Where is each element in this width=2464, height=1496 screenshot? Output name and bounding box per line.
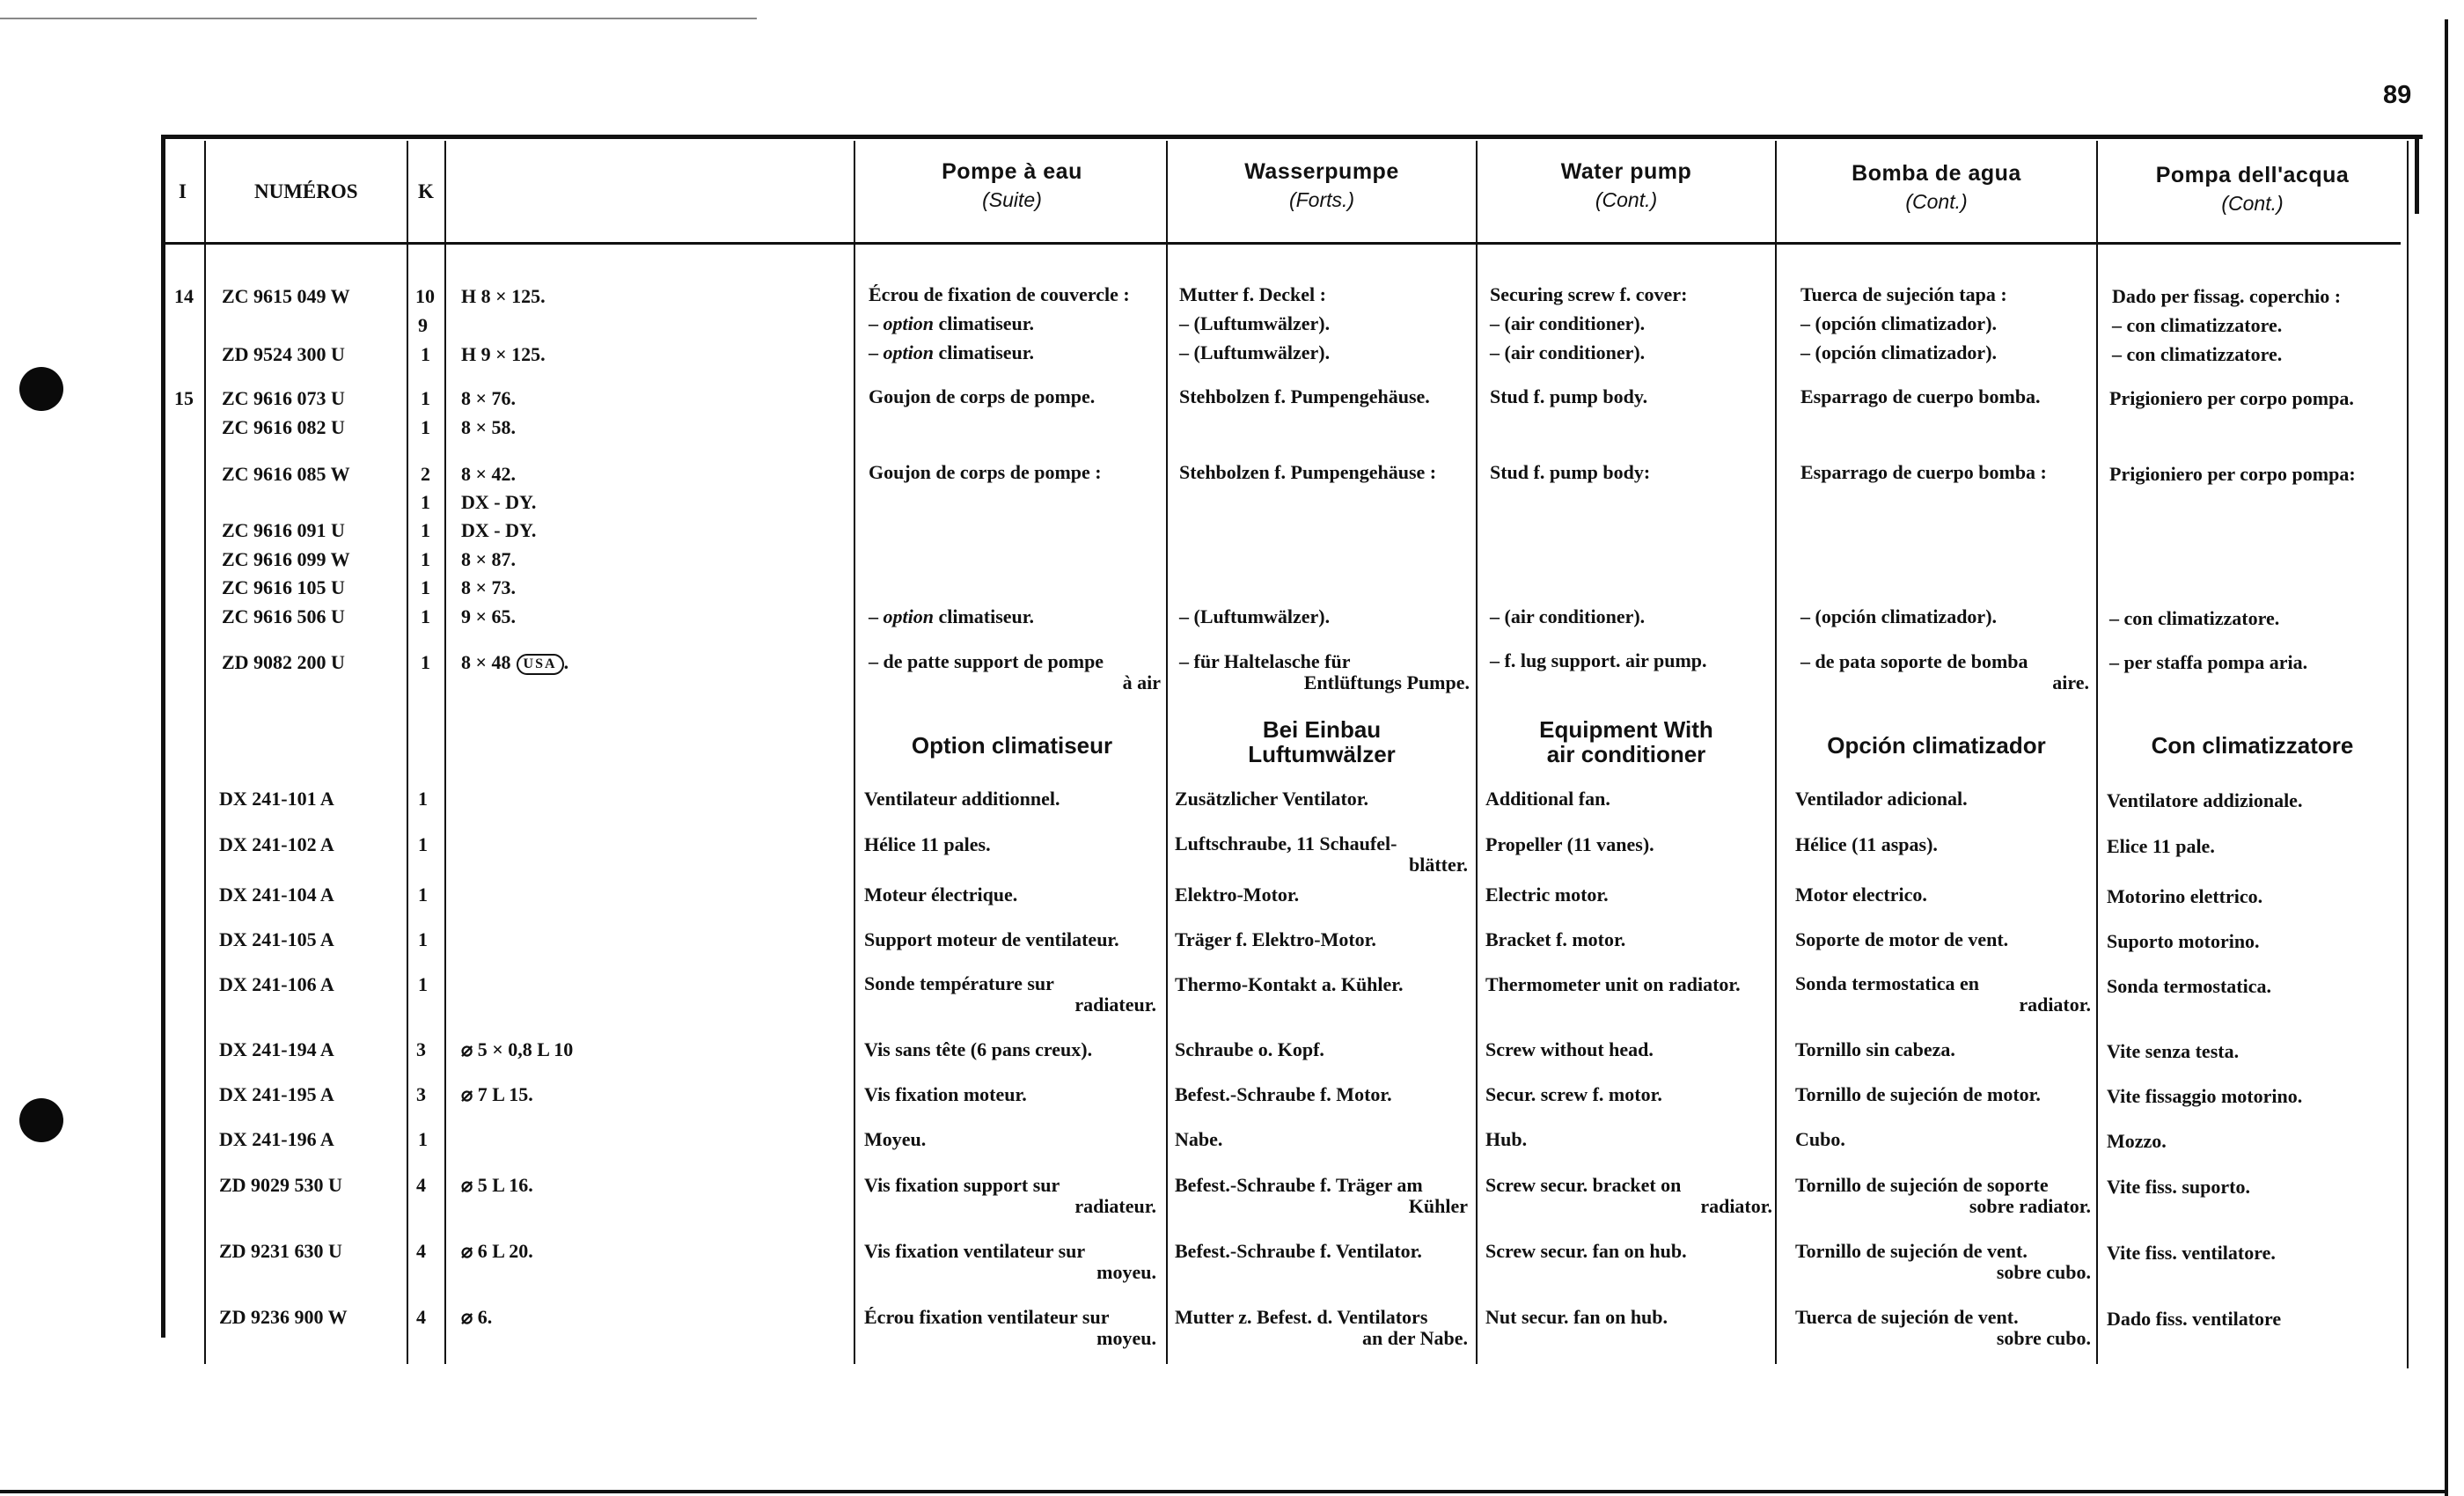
de-desc: Mutter z. Befest. d. Ventilators an der Nabe. <box>1175 1306 1468 1349</box>
fr-option: – option climatiseur. <box>869 312 1035 334</box>
fr-desc: Goujon de corps de pompe. <box>869 385 1096 407</box>
quantity: 3 <box>416 1038 426 1060</box>
col-divider-i <box>204 141 206 1364</box>
de-desc: – für Haltelasche für Entlüftungs Pumpe. <box>1179 650 1470 693</box>
it-desc: Sonda termostatica. <box>2107 975 2271 997</box>
en-desc: Thermometer unit on radiator. <box>1485 973 1741 995</box>
column-header-numeros: NUMÉROS <box>254 180 358 202</box>
es-desc: Esparrago de cuerpo bomba. <box>1800 385 2041 407</box>
de-desc: Mutter f. Deckel : <box>1179 283 1326 305</box>
it-desc: Prigioniero per corpo pompa: <box>2109 463 2356 485</box>
header-english <box>1478 159 1775 212</box>
col-divider-dims <box>854 141 855 1364</box>
part-number: ZD 9236 900 W <box>219 1306 348 1328</box>
en-option: – (air conditioner). <box>1490 312 1646 334</box>
dimension: ⌀ 6. <box>461 1306 493 1328</box>
en-desc: Additional fan. <box>1485 788 1610 810</box>
quantity: 1 <box>421 519 430 541</box>
es-desc: Soporte de motor de vent. <box>1795 928 2009 950</box>
de-option: – (Luftumwälzer). <box>1179 605 1331 627</box>
quantity: 9 <box>418 314 428 336</box>
part-number: DX 241-105 A <box>219 928 334 950</box>
quantity: 10 <box>415 285 435 307</box>
de-desc: Befest.-Schraube f. Ventilator. <box>1175 1240 1422 1262</box>
es-section-title: Opción climatizador <box>1827 732 2046 759</box>
quantity: 1 <box>421 343 430 365</box>
it-option: – con climatizzatore. <box>2112 343 2283 365</box>
dimension-usa: 8 × 48 USA . <box>461 651 569 673</box>
part-number: DX 241-104 A <box>219 884 334 906</box>
part-number: ZC 9616 099 W <box>222 548 350 570</box>
it-desc: – per staffa pompa aria. <box>2109 651 2308 673</box>
es-desc: Tuerca de sujeción tapa : <box>1800 283 2007 305</box>
es-desc: Cubo. <box>1795 1128 1845 1150</box>
part-number: ZC 9616 091 U <box>222 519 345 541</box>
es-desc: Tornillo de sujeción de motor. <box>1795 1083 2041 1105</box>
header-german-title: Wasserpumpe <box>1244 159 1399 184</box>
header-separator <box>161 242 2401 245</box>
bottom-page-edge <box>0 1490 2446 1493</box>
en-desc: Screw secur. fan on hub. <box>1485 1240 1687 1262</box>
header-spanish <box>1777 161 2096 214</box>
fr-option: – option climatiseur. <box>869 341 1035 363</box>
header-french <box>858 159 1166 212</box>
part-number: DX 241-195 A <box>219 1083 334 1105</box>
de-desc: Luftschraube, 11 Schaufel- blätter. <box>1175 832 1468 876</box>
de-desc: Stehbolzen f. Pumpengehäuse. <box>1179 385 1430 407</box>
part-number: DX 241-194 A <box>219 1038 334 1060</box>
table-right-border <box>2415 135 2419 214</box>
quantity: 1 <box>421 548 430 570</box>
col-divider-numeros <box>407 141 408 1364</box>
en-section-title: Equipment With air conditioner <box>1539 716 1713 767</box>
quantity: 1 <box>421 387 430 409</box>
part-number: ZD 9029 530 U <box>219 1174 342 1196</box>
it-desc: Vite fissaggio motorino. <box>2107 1085 2303 1107</box>
es-desc: Tornillo sin cabeza. <box>1795 1038 1955 1060</box>
it-desc: Ventilatore addizionale. <box>2107 789 2303 811</box>
en-desc: Stud f. pump body: <box>1490 461 1651 483</box>
part-number: ZC 9616 506 U <box>222 605 345 627</box>
dimension: ⌀ 6 L 20. <box>461 1240 533 1262</box>
de-desc: Elektro-Motor. <box>1175 884 1300 906</box>
dimension: 8 × 42. <box>461 463 517 485</box>
page-number: 89 <box>2383 81 2412 109</box>
fr-desc: Écrou de fixation de couvercle : <box>869 283 1130 305</box>
it-desc: Suporto motorino. <box>2107 930 2260 952</box>
es-desc: Sonda termostatica en radiator. <box>1795 972 2091 1016</box>
header-italian-sub: (Cont.) <box>2221 192 2284 215</box>
fr-desc: Vis fixation support sur radiateur. <box>864 1174 1156 1217</box>
header-french-sub: (Suite) <box>982 188 1042 211</box>
en-desc: Screw secur. bracket on radiator. <box>1485 1174 1772 1217</box>
it-desc: Dado fiss. ventilatore <box>2107 1308 2282 1330</box>
quantity: 1 <box>418 1128 428 1150</box>
de-section-title: Bei Einbau Luftumwälzer <box>1248 716 1396 767</box>
binder-hole-top <box>19 367 63 411</box>
quantity: 1 <box>421 651 430 673</box>
fr-desc: Ventilateur additionnel. <box>864 788 1060 810</box>
dimension: ⌀ 7 L 15. <box>461 1083 533 1105</box>
quantity: 1 <box>421 416 430 438</box>
es-option: – (opción climatizador). <box>1800 341 1998 363</box>
column-header-i: I <box>179 180 187 202</box>
fr-desc: Vis sans tête (6 pans creux). <box>864 1038 1093 1060</box>
index-number: 15 <box>174 387 194 409</box>
fr-desc: Moteur électrique. <box>864 884 1018 906</box>
fr-option: – option climatiseur. <box>869 605 1035 627</box>
en-desc: – f. lug support. air pump. <box>1490 649 1707 671</box>
table-top-border <box>161 135 2423 139</box>
es-desc: Tuerca de sujeción de vent. sobre cubo. <box>1795 1306 2091 1349</box>
usa-badge: USA <box>517 654 564 675</box>
part-number: ZC 9615 049 W <box>222 285 350 307</box>
en-desc: Stud f. pump body. <box>1490 385 1648 407</box>
de-desc: Thermo-Kontakt a. Kühler. <box>1175 973 1404 995</box>
quantity: 3 <box>416 1083 426 1105</box>
en-desc: Electric motor. <box>1485 884 1609 906</box>
de-desc: Schraube o. Kopf. <box>1175 1038 1324 1060</box>
fr-desc: Hélice 11 pales. <box>864 833 991 855</box>
part-number: ZD 9524 300 U <box>222 343 345 365</box>
header-german-sub: (Forts.) <box>1288 188 1355 211</box>
header-french-title: Pompe à eau <box>942 159 1082 184</box>
it-desc: Prigioniero per corpo pompa. <box>2109 387 2354 409</box>
dimension: H 8 × 125. <box>461 285 546 307</box>
en-desc: Secur. screw f. motor. <box>1485 1083 1662 1105</box>
quantity: 1 <box>418 884 428 906</box>
dimension: ⌀ 5 × 0,8 L 10 <box>461 1038 574 1060</box>
it-desc: Vite fiss. ventilatore. <box>2107 1242 2276 1264</box>
de-desc: Befest.-Schraube f. Motor. <box>1175 1083 1392 1105</box>
binder-hole-bottom <box>19 1098 63 1142</box>
part-number: DX 241-196 A <box>219 1128 334 1150</box>
header-german <box>1168 159 1476 212</box>
de-option: – (Luftumwälzer). <box>1179 312 1331 334</box>
column-header-k: K <box>418 180 434 202</box>
part-number: ZC 9616 073 U <box>222 387 345 409</box>
es-desc: Motor electrico. <box>1795 884 1927 906</box>
it-desc: Motorino elettrico. <box>2107 885 2263 907</box>
de-desc: Nabe. <box>1175 1128 1223 1150</box>
part-number: DX 241-106 A <box>219 973 334 995</box>
quantity: 1 <box>421 576 430 598</box>
header-english-sub: (Cont.) <box>1595 188 1658 211</box>
part-number: ZC 9616 082 U <box>222 416 345 438</box>
en-desc: Propeller (11 vanes). <box>1485 833 1654 855</box>
fr-desc: Vis fixation ventilateur sur moyeu. <box>864 1240 1156 1283</box>
quantity: 1 <box>421 605 430 627</box>
top-left-rule <box>0 18 757 19</box>
en-option: – (air conditioner). <box>1490 605 1646 627</box>
fr-desc: – de patte support de pompe à air <box>869 650 1161 693</box>
it-desc: Mozzo. <box>2107 1130 2167 1152</box>
es-desc: Ventilador adicional. <box>1795 788 1968 810</box>
quantity: 2 <box>421 463 430 485</box>
fr-desc: Vis fixation moteur. <box>864 1083 1027 1105</box>
header-italian-title: Pompa dell'acqua <box>2155 163 2350 187</box>
fr-section-title: Option climatiseur <box>911 732 1113 759</box>
it-option: – con climatizzatore. <box>2109 607 2280 629</box>
en-desc: Securing screw f. cover: <box>1490 283 1688 305</box>
part-number: DX 241-102 A <box>219 833 334 855</box>
table-left-border <box>161 135 165 1338</box>
dimension: DX - DY. <box>461 491 537 513</box>
dimension: ⌀ 5 L 16. <box>461 1174 533 1196</box>
dimension: 8 × 76. <box>461 387 517 409</box>
dimension: 8 × 73. <box>461 576 517 598</box>
fr-desc: Goujon de corps de pompe : <box>869 461 1102 483</box>
en-option: – (air conditioner). <box>1490 341 1646 363</box>
dimension: 8 × 58. <box>461 416 517 438</box>
dimension: 9 × 65. <box>461 605 517 627</box>
de-desc: Befest.-Schraube f. Träger am Kühler <box>1175 1174 1468 1217</box>
de-option: – (Luftumwälzer). <box>1179 341 1331 363</box>
quantity: 4 <box>416 1240 426 1262</box>
es-desc: Hélice (11 aspas). <box>1795 833 1938 855</box>
en-desc: Hub. <box>1485 1128 1528 1150</box>
dimension: DX - DY. <box>461 519 537 541</box>
de-desc: Zusätzlicher Ventilator. <box>1175 788 1369 810</box>
quantity: 4 <box>416 1174 426 1196</box>
it-desc: Dado per fissag. coperchio : <box>2112 285 2342 307</box>
part-number: ZD 9231 630 U <box>219 1240 342 1262</box>
quantity: 4 <box>416 1306 426 1328</box>
header-spanish-title: Bomba de agua <box>1852 161 2021 186</box>
de-desc: Träger f. Elektro-Motor. <box>1175 928 1376 950</box>
fr-desc: Écrou fixation ventilateur sur moyeu. <box>864 1306 1156 1349</box>
right-page-edge <box>2445 19 2448 1496</box>
en-desc: Bracket f. motor. <box>1485 928 1626 950</box>
header-english-title: Water pump <box>1560 159 1692 184</box>
es-option: – (opción climatizador). <box>1800 605 1998 627</box>
index-number: 14 <box>174 285 194 307</box>
part-number: ZC 9616 105 U <box>222 576 345 598</box>
quantity: 1 <box>418 973 428 995</box>
es-desc: Esparrago de cuerpo bomba : <box>1800 461 2047 483</box>
it-desc: Elice 11 pale. <box>2107 835 2215 857</box>
quantity: 1 <box>421 491 430 513</box>
es-desc: – de pata soporte de bomba aire. <box>1800 650 2089 693</box>
part-number: DX 241-101 A <box>219 788 334 810</box>
en-desc: Screw without head. <box>1485 1038 1654 1060</box>
it-desc: Vite senza testa. <box>2107 1040 2240 1062</box>
quantity: 1 <box>418 928 428 950</box>
part-number: ZC 9616 085 W <box>222 463 350 485</box>
dimension: H 9 × 125. <box>461 343 546 365</box>
de-desc: Stehbolzen f. Pumpengehäuse : <box>1179 461 1437 483</box>
en-desc: Nut secur. fan on hub. <box>1485 1306 1668 1328</box>
fr-desc: Moyeu. <box>864 1128 927 1150</box>
it-section-title: Con climatizzatore <box>2151 732 2354 759</box>
quantity: 1 <box>418 788 428 810</box>
col-divider-k <box>444 141 446 1364</box>
fr-desc: Support moteur de ventilateur. <box>864 928 1119 950</box>
header-italian <box>2098 163 2407 216</box>
quantity: 1 <box>418 833 428 855</box>
dimension: 8 × 48 <box>461 651 511 673</box>
header-spanish-sub: (Cont.) <box>1905 190 1968 213</box>
fr-desc: Sonde température sur radiateur. <box>864 972 1156 1016</box>
es-desc: Tornillo de sujeción de soporte sobre radiator. <box>1795 1174 2091 1217</box>
part-number: ZD 9082 200 U <box>222 651 345 673</box>
it-desc: Vite fiss. suporto. <box>2107 1176 2250 1198</box>
it-option: – con climatizzatore. <box>2112 314 2283 336</box>
dimension: 8 × 87. <box>461 548 517 570</box>
es-option: – (opción climatizador). <box>1800 312 1998 334</box>
es-desc: Tornillo de sujeción de vent. sobre cubo. <box>1795 1240 2091 1283</box>
table-right-inner-border <box>2407 141 2409 1368</box>
